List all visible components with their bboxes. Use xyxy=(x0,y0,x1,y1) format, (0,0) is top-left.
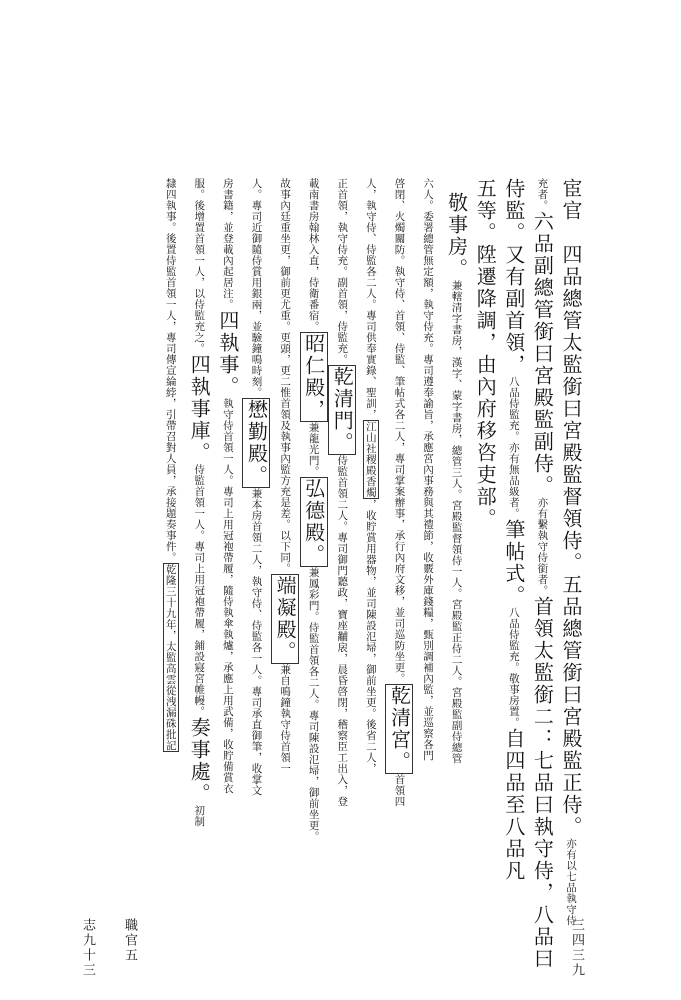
text-column xyxy=(413,178,442,890)
boxed-heading: 端凝殿。 xyxy=(273,575,298,663)
heading-text: 五等。 xyxy=(473,178,498,244)
heading-text: 奏事處。 xyxy=(187,717,212,805)
heading-text: 筆帖式。 xyxy=(501,519,526,607)
text-column xyxy=(328,178,357,890)
heading-text: 首領太監銜二：七品曰執守侍，八品曰 xyxy=(530,596,555,970)
annotation-text: 八品侍監充。亦有無品級者。 xyxy=(507,376,520,519)
annotation-text: 六人。委署總管無定額，執守侍充。專司遵奉諭旨，承應宮內事務與其禮節，收覈外庫錢糧，甄別調補內監，並巡察各門 xyxy=(422,178,435,761)
annotation-text: 亦有以七品執守侍 xyxy=(565,838,577,926)
annotation-text: 兼龍光門。 xyxy=(307,422,320,477)
annotation-text: 人。專司近御隨侍賞用銀兩，並驗鐘鳴時刻。 xyxy=(250,178,263,398)
boxed-heading: 乾隆三十九年，太監高雲從洩漏硃批記 xyxy=(164,564,177,751)
annotation-text: ，收貯賞用器物，並司陳設氾埽，御前坐更。後省二人， xyxy=(364,499,377,774)
text-column xyxy=(185,178,214,890)
annotation-text: 侍監首領二人。專司御門聽政，寶座黼扆，晨昏啓閉，稽察臣工出入，登 xyxy=(336,455,349,807)
annotation-text: 侍監首領一人。專司上用冠袍帶履，鋪設寢宮帷幔。 xyxy=(193,464,206,717)
text-column xyxy=(356,178,385,890)
annotation-text: 充者。 xyxy=(536,178,549,211)
annotation-text: 執守侍首領一人。專司上用冠袍帶履，隨侍執傘執爐，承應上用武備，收貯備賞衣 xyxy=(221,398,234,794)
text-column xyxy=(385,178,414,890)
heading-text: 五品總管銜曰宮殿監正侍。 xyxy=(559,574,583,838)
heading-text: 六品副總管銜曰宮殿監副侍。 xyxy=(530,211,555,497)
boxed-heading: 昭仁殿， xyxy=(301,333,326,421)
annotation-text: 啓閉、火燭關防。執守侍、首領、侍監、筆帖式各二人，專司掌案辦事，承行內府文移，並司巡防坐更。 xyxy=(393,178,406,684)
text-column xyxy=(156,178,185,890)
page-number: 三四三九 xyxy=(569,918,584,978)
annotation-text: 兼自鳴鐘執守侍首領一 xyxy=(279,664,292,774)
heading-text: 陞遷降調，由內府移咨吏部。 xyxy=(473,244,498,530)
annotation-text: 首領四 xyxy=(393,774,406,807)
annotation-text: 故事內廷重坐更，御前更尤重。更頭，更二惟首領及執事內監方充是差。以下同。 xyxy=(279,178,292,574)
chapter-title: 志九十三 xyxy=(80,918,95,978)
annotation-text: 兼本房首領二人，執守侍、侍監各一人。專司承直御筆，收掌文 xyxy=(250,488,263,796)
boxed-heading: 弘德殿。 xyxy=(301,478,326,566)
heading-text: 自四品至八品凡 xyxy=(501,728,526,882)
annotation-text: 八品侍監充。敬事房置。 xyxy=(507,607,520,728)
text-column xyxy=(242,178,271,890)
annotation-text: 正首領，執守侍充。副首領，侍監充。 xyxy=(336,178,349,365)
annotation-text: 房書籍，並登載內起居注。 xyxy=(221,178,234,310)
heading-text: 四執事庫。 xyxy=(187,354,212,464)
text-column xyxy=(299,178,328,890)
annotation-text: 隸四執事。後置侍監首領一人，專司傳宣綸綍，引帶召對人員，承接題奏事件。 xyxy=(164,178,177,563)
annotation-text: 初制 xyxy=(193,805,206,827)
annotation-text: 亦有繫執守侍銜者。 xyxy=(536,497,549,596)
heading-text: 又有副首領， xyxy=(501,244,526,376)
annotation-text: 兼轄清字書房，漢字、蒙字書房，總管三人。宮殿監督領侍一人。宮殿監正侍二人。宮殿監副侍總管 xyxy=(450,280,463,764)
annotation-text: 人，執守侍、侍監各二人。專司供奉實錄、聖訓， xyxy=(364,178,377,420)
section-title: 職官五 xyxy=(122,918,137,963)
heading-text: 宦官 xyxy=(559,178,583,222)
boxed-heading: 懋勤殿。 xyxy=(244,399,269,487)
text-column xyxy=(471,178,500,890)
boxed-heading: 乾清宮。 xyxy=(387,685,412,773)
heading-text: 四執事。 xyxy=(215,310,240,398)
annotation-text: 兼鳳彩門。侍監首領各二人。專司陳設氾埽，御前坐更。 xyxy=(307,567,320,842)
heading-text: 敬事房。 xyxy=(444,192,469,280)
text-column xyxy=(499,178,528,890)
annotation-text: 服。後增置首領一人，以侍監充之。 xyxy=(193,178,206,354)
text-column xyxy=(442,178,471,890)
text-column xyxy=(528,178,557,970)
boxed-heading: 乾清門。 xyxy=(330,366,355,454)
heading-text: 四品總管太監銜曰宮殿監督領侍。 xyxy=(559,222,583,574)
text-column xyxy=(270,178,299,890)
text-column xyxy=(213,178,242,890)
boxed-heading: 江山社稷殿香燭 xyxy=(364,421,377,498)
text-column xyxy=(556,178,585,926)
annotation-text: 載南書房翰林入直，侍衛番宿。 xyxy=(307,178,320,332)
heading-text: 侍監。 xyxy=(501,178,526,244)
